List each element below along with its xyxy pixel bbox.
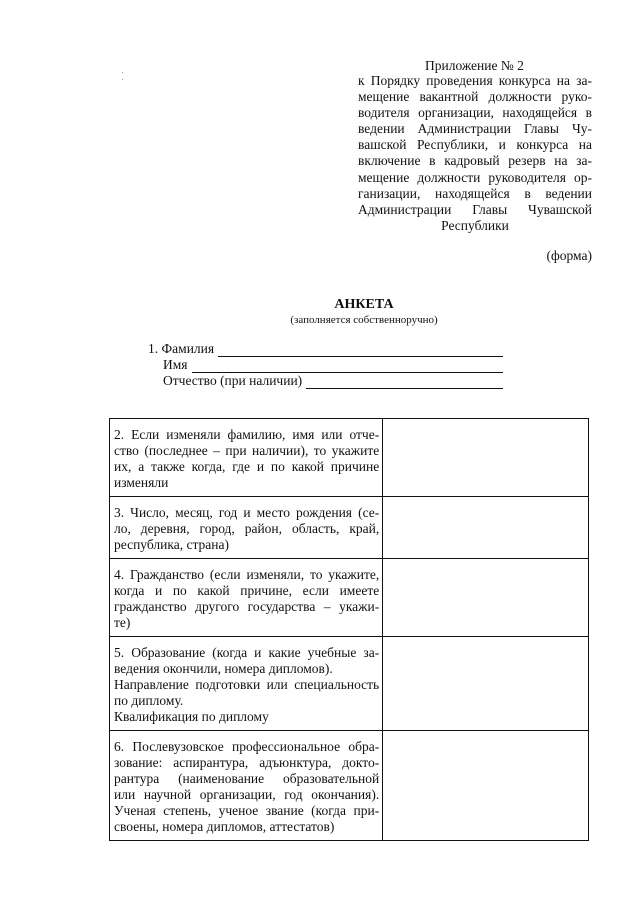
question-line: Ученая степень, ученое звание (когда при-: [114, 803, 380, 818]
document-subtitle: (заполняется собственноручно): [290, 314, 438, 326]
patronymic-line[interactable]: [306, 375, 503, 389]
patronymic-label: Отчество (при наличии): [163, 373, 303, 388]
answer-cell[interactable]: [383, 559, 589, 637]
question-line: ло, деревня, город, район, область, край,: [114, 521, 380, 536]
patronymic-field[interactable]: [163, 373, 503, 389]
name-line[interactable]: [192, 359, 503, 373]
question-line: 5. Образование (когда и какие учебные за-: [114, 645, 380, 660]
appendix-last-line: Республики: [441, 218, 509, 233]
question-line: Квалификация по диплому: [114, 709, 269, 724]
answer-cell[interactable]: [383, 731, 589, 841]
question-cell: [110, 419, 383, 497]
question-cell: [110, 497, 383, 559]
appendix-text: [358, 73, 592, 218]
question-line: рантура (наименование образовательной: [114, 771, 380, 786]
form-label: (форма): [546, 248, 592, 263]
question-line: когда и по какой причине, если имеете: [114, 583, 380, 598]
surname-label: 1. Фамилия: [148, 341, 215, 356]
surname-line[interactable]: [218, 343, 503, 357]
answer-cell[interactable]: [383, 637, 589, 731]
document-title: АНКЕТА: [334, 297, 394, 312]
question-line: зование: аспирантура, адъюнктура, докто-: [114, 755, 380, 770]
question-line: те): [114, 615, 131, 630]
question-line: по диплому.: [114, 693, 184, 708]
question-line: 3. Число, месяц, год и место рождения (се-: [114, 505, 380, 520]
appendix-line: ганизации, находящейся в ведении: [358, 185, 592, 201]
question-line: Направление подготовки или специальность: [114, 677, 380, 692]
question-line: 2. Если изменяли фамилию, имя или отче-: [114, 427, 380, 442]
table-row: [110, 637, 589, 731]
name-label: Имя: [163, 357, 188, 372]
scan-speck: [122, 72, 123, 73]
question-cell: [110, 731, 383, 841]
appendix-line: ведении Администрации Главы Чу-: [358, 121, 592, 137]
answer-cell[interactable]: [383, 419, 589, 497]
surname-field[interactable]: [148, 341, 503, 357]
question-line: ведения окончили, номера дипломов).: [114, 661, 333, 676]
appendix-line: к Порядку проведения конкурса на за-: [358, 73, 592, 88]
question-line: их, а также когда, где и по какой причине: [114, 459, 380, 474]
appendix-title: Приложение № 2: [425, 58, 524, 73]
question-cell: [110, 637, 383, 731]
questionnaire-table: [109, 418, 589, 841]
question-line: изменяли: [114, 475, 169, 490]
appendix-line: вашской Республики, и конкурса на: [358, 137, 592, 153]
question-line: своены, номера дипломов, аттестатов): [114, 819, 335, 834]
appendix-line: мещение должности руководителя ор-: [358, 169, 592, 185]
table-row: [110, 419, 589, 497]
question-line: 6. Послевузовское профессиональное обра-: [114, 739, 380, 754]
question-line: гражданство другого государства – укажи-: [114, 599, 380, 614]
question-cell: [110, 559, 383, 637]
table-row: [110, 731, 589, 841]
appendix-line: водителя организации, находящейся в: [358, 105, 592, 121]
answer-cell[interactable]: [383, 497, 589, 559]
table-row: [110, 497, 589, 559]
appendix-line: мещение вакантной должности руко-: [358, 89, 592, 105]
question-line: республика, страна): [114, 537, 229, 552]
scan-speck: [122, 79, 123, 80]
table-row: [110, 559, 589, 637]
name-field[interactable]: [163, 357, 503, 373]
appendix-line: Администрации Главы Чувашской: [358, 201, 592, 217]
question-line: 4. Гражданство (если изменяли, то укажите,: [114, 567, 380, 582]
question-line: или научной организации, год окончания).: [114, 787, 380, 802]
appendix-line: включение в кадровый резерв на за-: [358, 153, 592, 169]
question-line: ство (последнее – при наличии), то укажите: [114, 443, 380, 458]
